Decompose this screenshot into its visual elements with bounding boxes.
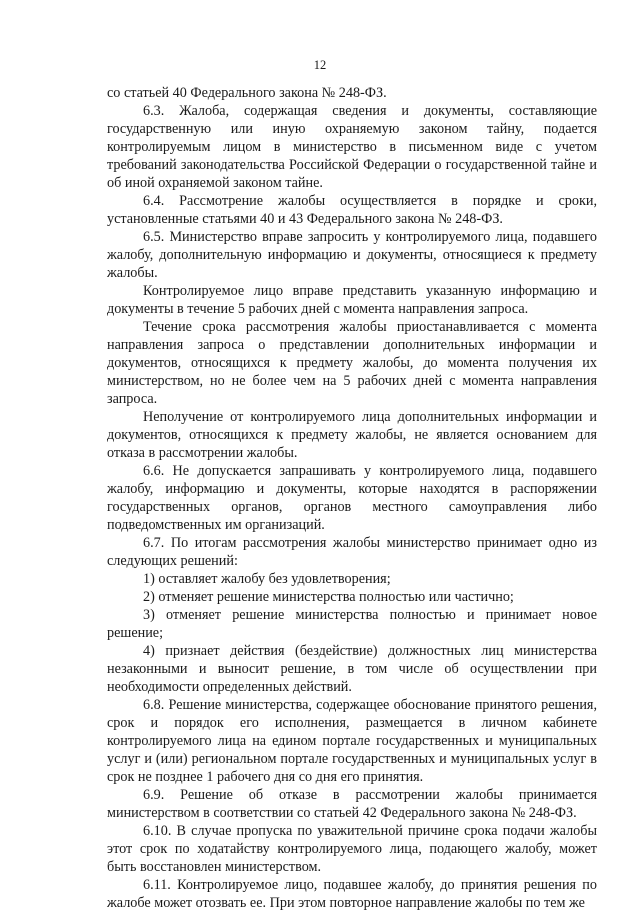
paragraph-6-5-nonreceipt: Неполучение от контролируемого лица дополнительных информации и документов, относящихся к предмету жалобы, не является основанием для отказа в рассмотрении жалобы. [107, 409, 597, 461]
paragraph-6-11: 6.11. Контролируемое лицо, подавшее жалобу, до принятия решения по жалобе может отозвать ее. При этом повторное направление жалобы по тем же [107, 877, 597, 911]
list-item-1: 1) оставляет жалобу без удовлетворения; [143, 571, 391, 587]
paragraph-6-5: 6.5. Министерство вправе запросить у контролируемого лица, подавшего жалобу, дополнительную информацию и документы, относящиеся к предмету жалобы. [107, 229, 597, 281]
paragraph-6-10: 6.10. В случае пропуска по уважительной причине срока подачи жалобы этот срок по ходатайству контролируемого лица, подающего жалобу, может быть восстановлен министерством. [107, 823, 597, 875]
paragraph-6-4: 6.4. Рассмотрение жалобы осуществляется в порядке и сроки, установленные статьями 40 и 43 Федерального закона № 248-ФЗ. [107, 193, 597, 227]
list-item-2: 2) отменяет решение министерства полностью или частично; [143, 589, 514, 605]
list-item-3: 3) отменяет решение министерства полностью и принимает новое решение; [107, 607, 597, 641]
list-item-4: 4) признает действия (бездействие) должностных лиц министерства незаконными и выносит решение, в том числе об осуществлении при необходимости определенных действий. [107, 643, 597, 695]
paragraph-6-9: 6.9. Решение об отказе в рассмотрении жалобы принимается министерством в соответствии со статьей 42 Федерального закона № 248-ФЗ. [107, 787, 597, 821]
paragraph-6-3: 6.3. Жалоба, содержащая сведения и документы, составляющие государственную или иную охраняемую законом тайну, подается контролируемым лицом в министерство в письменном виде с учетом требований законодательства Российской Федерации о государственной тайне и об иной охраняемой законом тайне. [107, 103, 597, 191]
paragraph-6-7: 6.7. По итогам рассмотрения жалобы министерство принимает одно из следующих решений: [107, 535, 597, 569]
page-number: 12 [313, 58, 327, 72]
paragraph-6-5-info: Контролируемое лицо вправе представить указанную информацию и документы в течение 5 рабочих дней с момента направления запроса. [107, 283, 597, 317]
paragraph-6-8: 6.8. Решение министерства, содержащее обоснование принятого решения, срок и порядок его исполнения, размещается в личном кабинете контролируемого лица на едином портале государственных и муниципальных услуг и (или) региональном портале государственных и муниципальных услуг в срок не позднее 1 рабочего дня со дня его принятия. [107, 697, 597, 785]
paragraph-6-5-suspension: Течение срока рассмотрения жалобы приостанавливается с момента направления запроса о представлении дополнительных информации и документов, относящихся к предмету жалобы, до момента получения их министерством, но не более чем на 5 рабочих дней с момента направления запроса. [107, 319, 597, 407]
paragraph-continuation: со статьей 40 Федерального закона № 248-ФЗ. [107, 85, 387, 101]
document-body [107, 84, 597, 912]
paragraph-6-6: 6.6. Не допускается запрашивать у контролируемого лица, подавшего жалобу, информацию и документы, которые находятся в распоряжении государственных органов, органов местного самоуправления либо подведомственных им организаций. [107, 463, 597, 533]
